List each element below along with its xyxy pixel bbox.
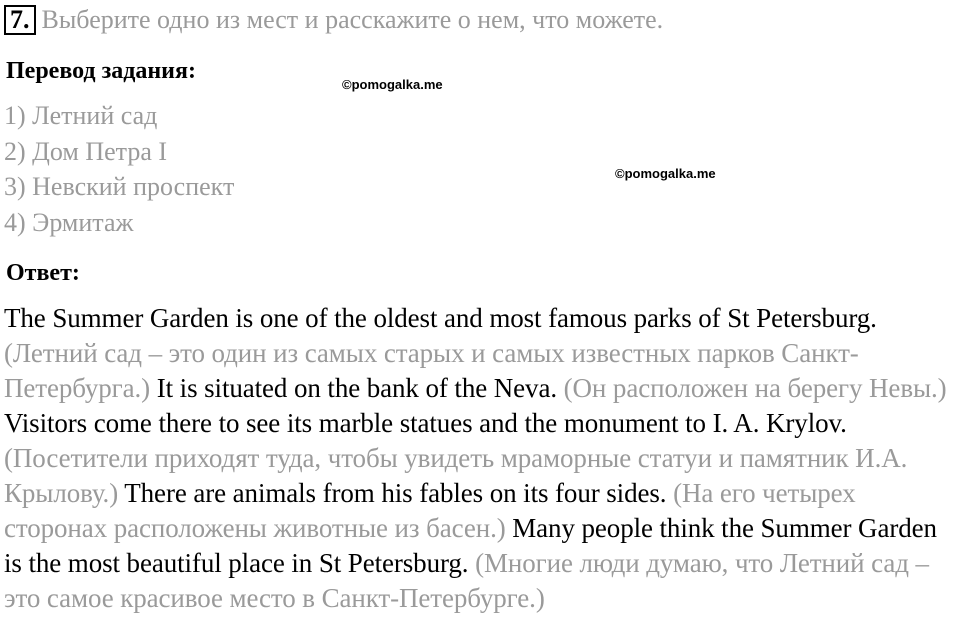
places-list [4, 98, 234, 240]
translation-heading: Перевод задания: [6, 58, 196, 84]
watermark: ©pomogalka.me [342, 77, 443, 92]
list-item: 3) Невский проспект [4, 172, 235, 201]
answer-sentence-en: It is situated on the bank of the Neva. [156, 373, 557, 403]
answer-sentence-ru: (Посетители приходят туда, чтобы увидеть мраморные статуи и памятник И.А. Крылову.) [4, 443, 908, 508]
task-line [4, 4, 663, 36]
answer-text [4, 301, 954, 616]
watermark: ©pomogalka.me [615, 166, 716, 181]
task-number: 7. [4, 5, 36, 35]
answer-sentence-ru: (На его четырех сторонах расположены животные из басен.) [4, 478, 856, 543]
answer-sentence-ru: (Многие люди думаю, что Летний сад – это самое красивое место в Санкт-Петербурге.) [4, 548, 929, 613]
answer-sentence-ru: (Он расположен на берегу Невы.) [563, 373, 947, 403]
list-item: 2) Дом Петра I [4, 136, 168, 166]
answer-sentence-en: Visitors come there to see its marble statues and the monument to I. A. Krylov. [4, 408, 847, 438]
list-item: 4) Эрмитаж [4, 207, 134, 237]
answer-sentence-en: Many people think the Summer Garden is the most beautiful place in St Petersburg. [4, 513, 937, 578]
task-text: Выберите одно из мест и расскажите о нем, что можете. [41, 5, 664, 34]
list-item: 1) Летний сад [4, 101, 158, 130]
answer-sentence-en: There are animals from his fables on its four sides. [124, 478, 667, 508]
answer-sentence-ru: (Летний сад – это один из самых старых и самых известных парков Санкт-Петербурга.) [4, 338, 859, 403]
answer-heading: Ответ: [6, 260, 80, 286]
answer-sentence-en: The Summer Garden is one of the oldest and most famous parks of St Petersburg. [4, 303, 877, 333]
